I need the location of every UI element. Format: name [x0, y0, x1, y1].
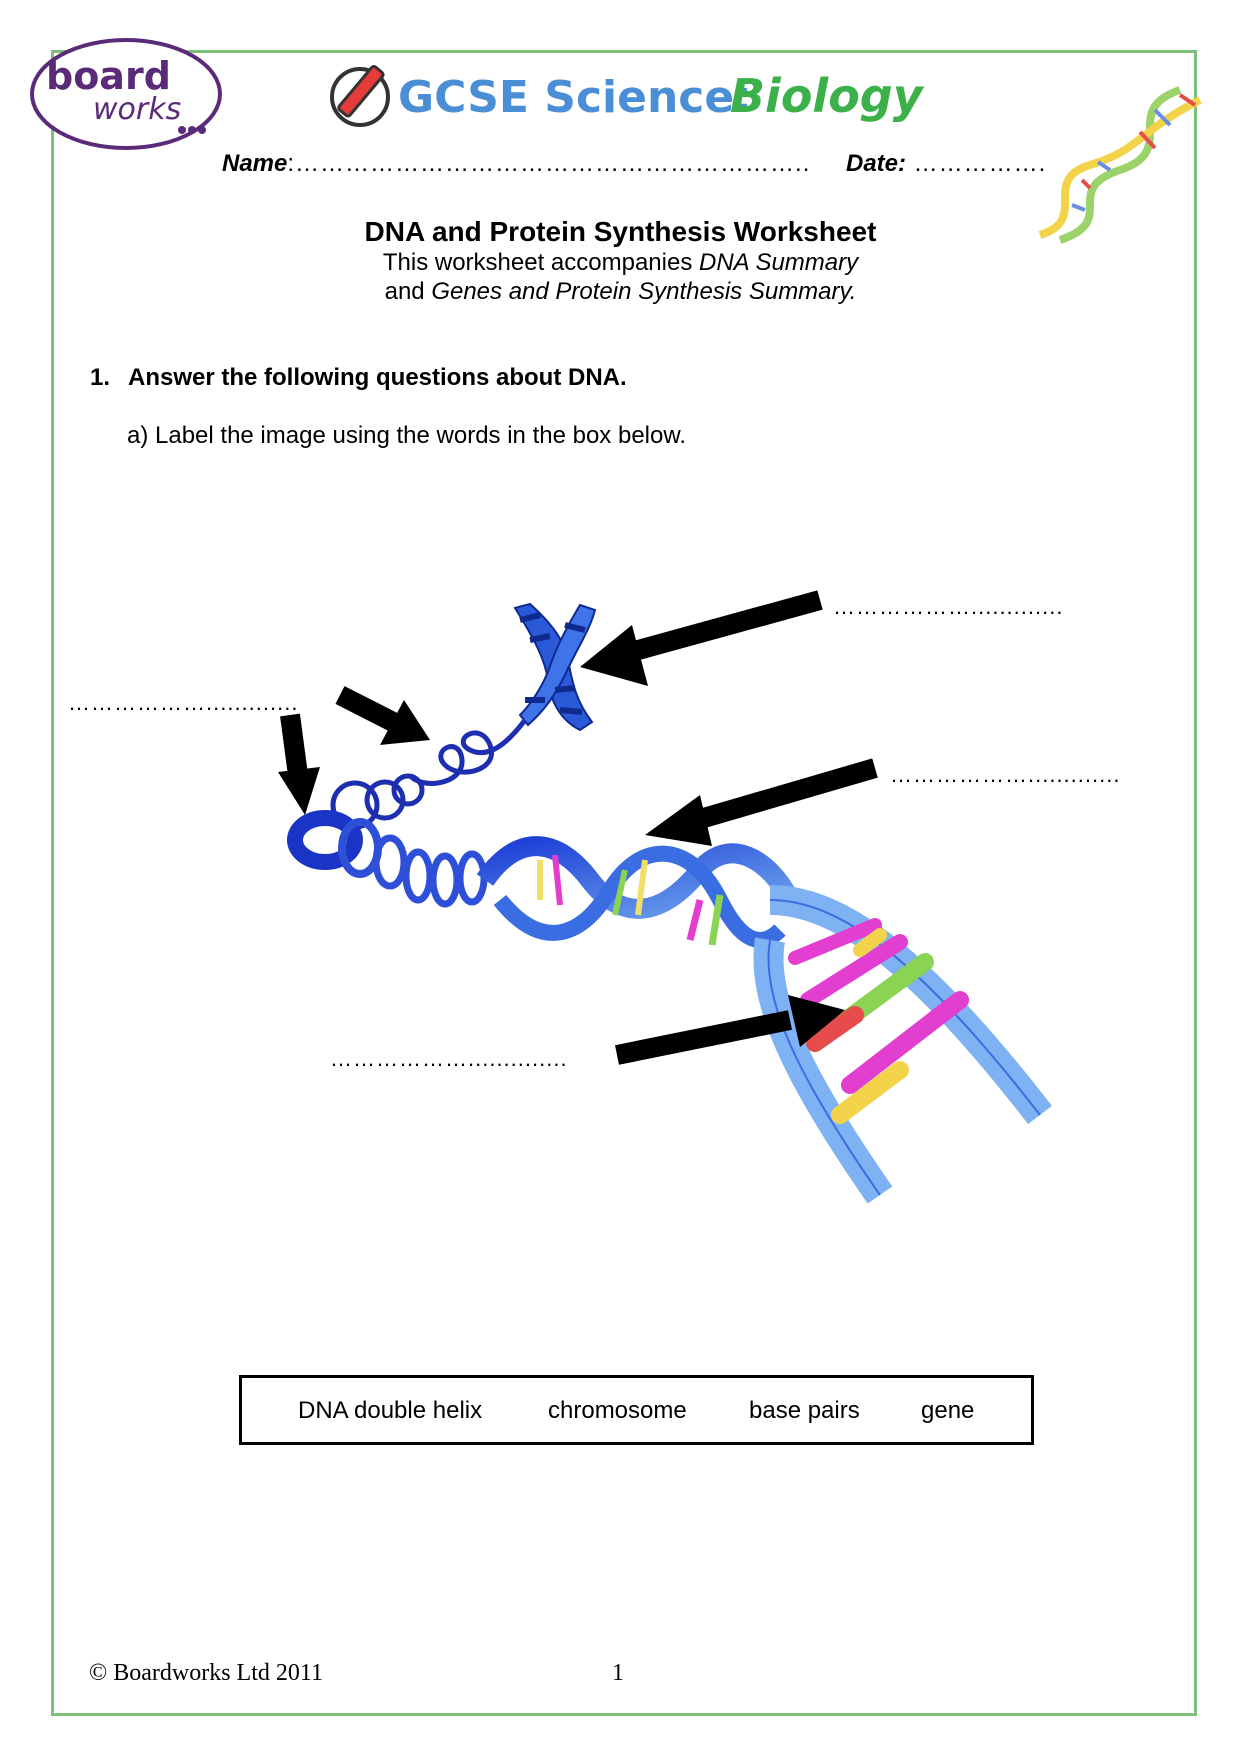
question-text: Answer the following questions about DNA. [128, 364, 627, 391]
brand-subject: Biology [730, 69, 923, 123]
word-dna-double-helix: DNA double helix [298, 1397, 483, 1424]
label-blank-left[interactable]: ………………............. [68, 690, 299, 715]
word-chromosome: chromosome [548, 1397, 687, 1424]
question-number: 1. [90, 364, 111, 391]
name-label: Name [222, 150, 288, 177]
name-dots: :…………………………………………………….. [287, 150, 811, 177]
label-blank-bottom[interactable]: ……………….............. [330, 1046, 568, 1071]
name-field[interactable] [222, 150, 810, 178]
worksheet-title: DNA and Protein Synthesis Worksheet [364, 216, 877, 247]
label-blank-chromosome[interactable]: ………………............. [833, 594, 1064, 619]
copyright: © Boardworks Ltd 2011 [89, 1660, 323, 1686]
date-dots: ……………. [906, 150, 1047, 177]
boardworks-logo [28, 34, 224, 154]
date-label: Date: [846, 150, 907, 177]
question-1 [90, 364, 627, 392]
word-base-pairs: base pairs [749, 1397, 860, 1424]
date-field[interactable] [846, 150, 1046, 178]
brand-heading [330, 60, 950, 135]
word-gene: gene [921, 1397, 975, 1424]
page-number: 1 [612, 1660, 624, 1686]
subtitle-line-1: This worksheet accompanies DNA Summary [382, 249, 859, 276]
subtitle-line-2: and Genes and Protein Synthesis Summary. [384, 278, 857, 305]
question-1a: a) Label the image using the words in the box below. [127, 422, 687, 449]
word-bank [239, 1375, 1034, 1445]
brand-prefix: GCSE Science: [398, 72, 752, 123]
logo-word-board: board [46, 54, 171, 98]
label-blank-right[interactable]: ………………............. [890, 762, 1121, 787]
pencil-icon [332, 65, 388, 125]
logo-word-works: works [93, 92, 182, 127]
